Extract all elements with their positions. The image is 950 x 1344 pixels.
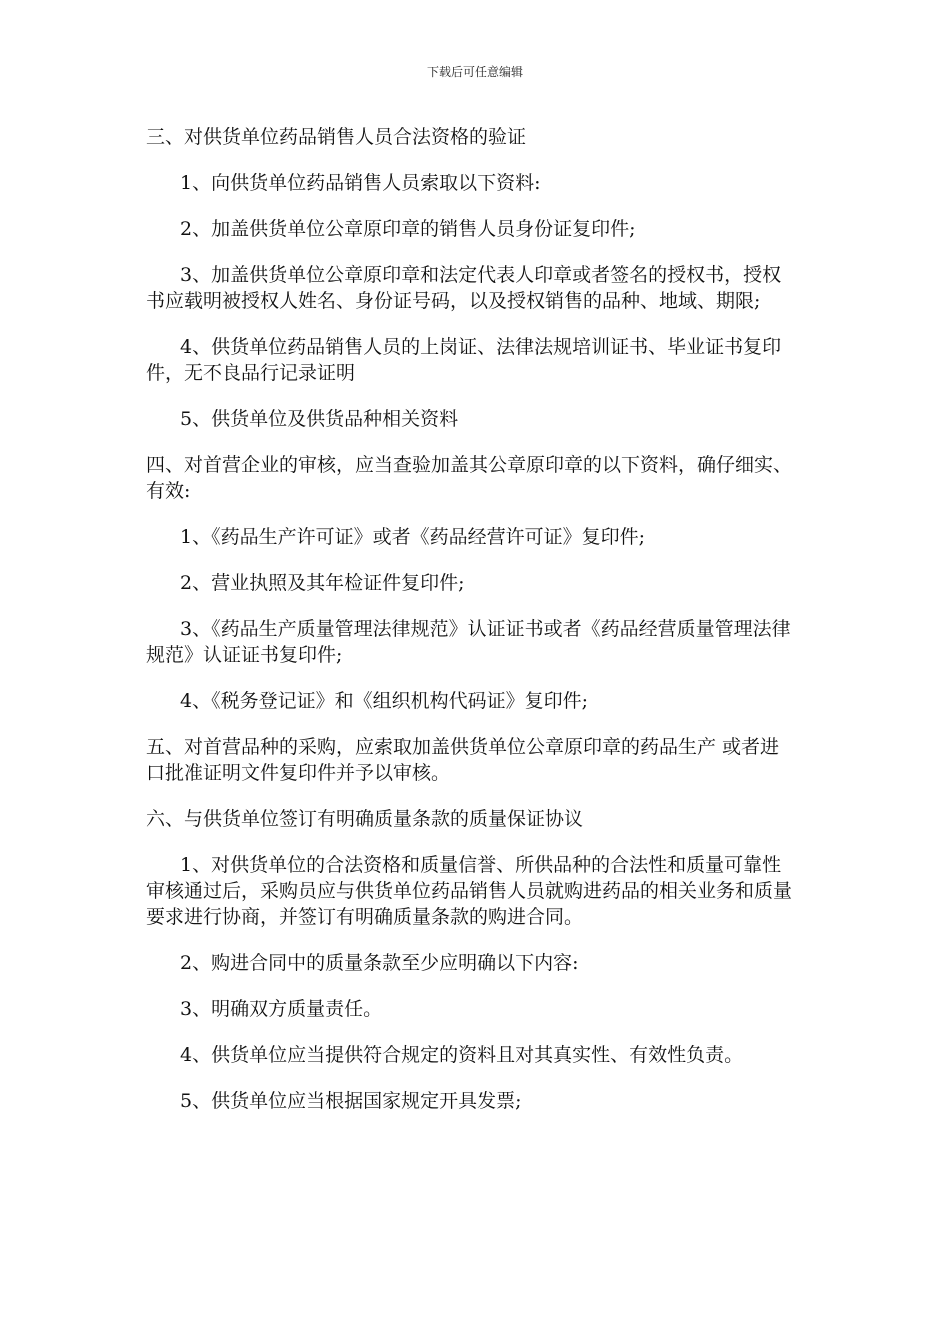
paragraph-6-1: 1、对供货单位的合法资格和质量信誉、所供品种的合法性和质量可靠性审核通过后，采购员应与供货单位药品销售人员就购进药品的相关业务和质量要求进行协商，并签订有明确质量条款的购进合同。 [146,854,793,928]
section-heading-4: 四、对首营企业的审核，应当查验加盖其公章原印章的以下资料，确仔细实、有效: [146,454,793,502]
document-body [146,124,794,1114]
paragraph-3-2: 2、加盖供货单位公章原印章的销售人员身份证复印件; [180,218,636,240]
paragraph-4-1: 1、《药品生产许可证》或者《药品经营许可证》复印件; [180,526,645,548]
paragraph-6-2: 2、购进合同中的质量条款至少应明确以下内容: [180,952,579,974]
paragraph-3-5: 5、供货单位及供货品种相关资料 [180,408,459,430]
paragraph-3-3: 3、加盖供货单位公章原印章和法定代表人印章或者签名的授权书，授权书应载明被授权人姓名、身份证号码，以及授权销售的品种、地域、期限; [146,264,782,312]
paragraph-6-3: 3、明确双方质量责任。 [180,998,383,1020]
page-header: 下载后可任意编辑 [426,65,523,79]
paragraph-6-4: 4、供货单位应当提供符合规定的资料且对其真实性、有效性负责。 [180,1044,744,1066]
section-heading-3: 三、对供货单位药品销售人员合法资格的验证 [146,126,527,148]
paragraph-4-2: 2、营业执照及其年检证件复印件; [180,572,465,594]
paragraph-6-5: 5、供货单位应当根据国家规定开具发票; [180,1090,522,1112]
section-heading-6: 六、与供货单位签订有明确质量条款的质量保证协议 [146,808,584,830]
paragraph-4-3: 3、《药品生产质量管理法律规范》认证证书或者《药品经营质量管理法律规范》认证证书复印件; [146,618,791,666]
section-heading-5: 五、对首营品种的采购，应索取加盖供货单位公章原印章的药品生产 或者进口批准证明文件复印件并予以审核。 [146,736,780,784]
paragraph-3-1: 1、向供货单位药品销售人员索取以下资料: [180,172,541,194]
paragraph-4-4: 4、《税务登记证》和《组织机构代码证》复印件; [180,690,588,712]
paragraph-3-4: 4、供货单位药品销售人员的上岗证、法律法规培训证书、毕业证书复印件，无不良品行记录证明 [146,336,782,384]
